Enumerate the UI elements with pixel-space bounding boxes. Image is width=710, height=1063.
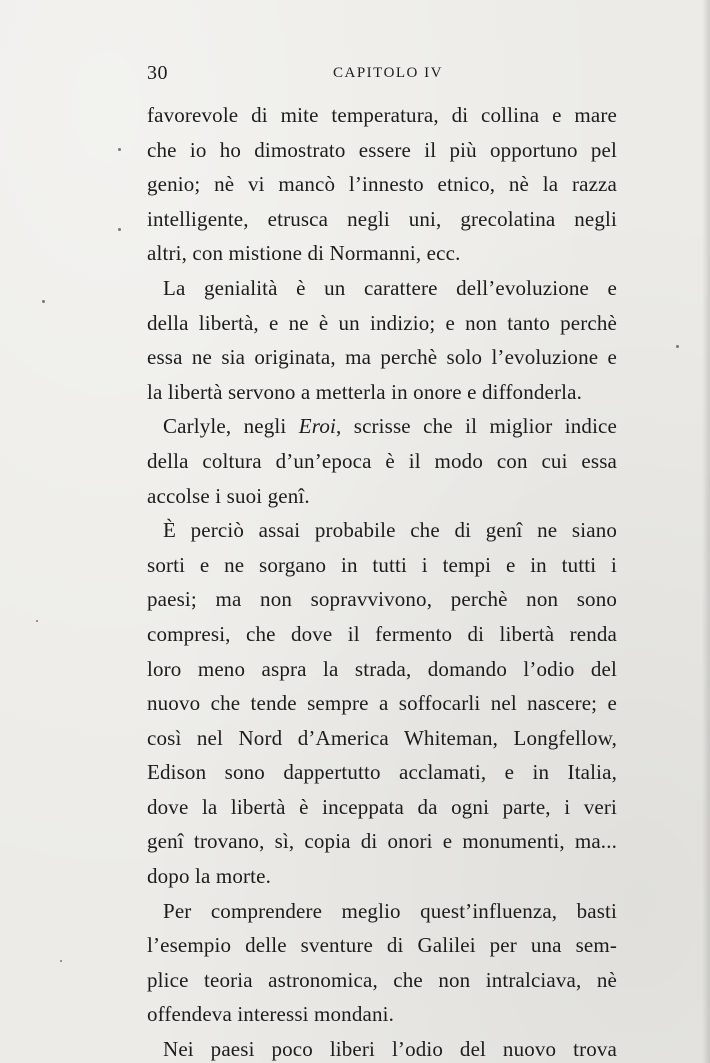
text-line: genî trovano, sì, copia di onori e monumenti, ma...	[147, 829, 617, 854]
paper-speck	[118, 148, 121, 151]
text-line: accolse i suoi genî.	[147, 483, 310, 508]
text-line: dopo la morte.	[147, 864, 271, 889]
text-line: l’esempio delle sventure di Galilei per una sem-	[147, 933, 617, 958]
text-line: la libertà servono a metterla in onore e diffonderla.	[147, 379, 582, 404]
text-line: che io ho dimostrato essere il più opportuno pel	[147, 137, 617, 162]
text-line: plice teoria astronomica, che non intralciava, nè	[147, 967, 617, 992]
text-line: compresi, che dove il fermento di libertà renda	[147, 621, 617, 646]
text-line: della libertà, e ne è un indizio; e non tanto perchè	[147, 310, 617, 335]
text-line: offendeva interessi mondani.	[147, 1002, 394, 1027]
text-line: favorevole di mite temperatura, di collina e mare	[147, 103, 617, 127]
text-line: essa ne sia originata, ma perchè solo l’evoluzione e	[147, 345, 617, 370]
paper-speck	[60, 960, 62, 962]
text-line: paesi; ma non sopravvivono, perchè non sono	[147, 587, 617, 612]
text-line: dove la libertà è inceppata da ogni parte, i veri	[147, 794, 617, 819]
page-header	[147, 62, 617, 88]
paper-speck	[36, 620, 38, 622]
text-line: altri, con mistione di Normanni, ecc.	[147, 241, 461, 266]
text-fragment: , scrisse che il miglior indice	[335, 414, 617, 439]
text-line	[147, 409, 617, 444]
text-line: È perciò assai probabile che di genî ne siano	[163, 518, 617, 543]
text-line: sorti e ne sorgano in tutti i tempi e in tutti i	[147, 552, 617, 577]
text-line: Per comprendere meglio quest’influenza, basti	[163, 898, 617, 923]
page-edge-shadow	[702, 0, 710, 1063]
italic-title: Eroi	[298, 414, 336, 439]
text-line: nuovo che tende sempre a soffocarli nel nascere; e	[147, 691, 617, 716]
text-line: Edison sono dappertutto acclamati, e in Italia,	[147, 760, 617, 785]
text-line: La genialità è un carattere dell’evoluzione e	[163, 275, 617, 300]
text-line: della coltura d’un’epoca è il modo con cui essa	[147, 448, 617, 473]
text-line: intelligente, etrusca negli uni, grecolatina negli	[147, 206, 617, 231]
text-line: loro meno aspra la strada, domando l’odio del	[147, 656, 617, 681]
body-text	[147, 98, 617, 1063]
text-line: genio; nè vi mancò l’innesto etnico, nè la razza	[147, 172, 617, 197]
text-line: così nel Nord d’America Whiteman, Longfellow,	[147, 725, 617, 750]
paper-speck	[118, 228, 121, 231]
running-title: CAPITOLO IV	[333, 65, 443, 81]
text-line: Nei paesi poco liberi l’odio del nuovo trova	[163, 1037, 617, 1062]
paper-speck	[42, 300, 45, 303]
page-number: 30	[147, 62, 168, 84]
paper-speck	[676, 345, 679, 348]
text-fragment: Carlyle, negli	[163, 414, 299, 439]
